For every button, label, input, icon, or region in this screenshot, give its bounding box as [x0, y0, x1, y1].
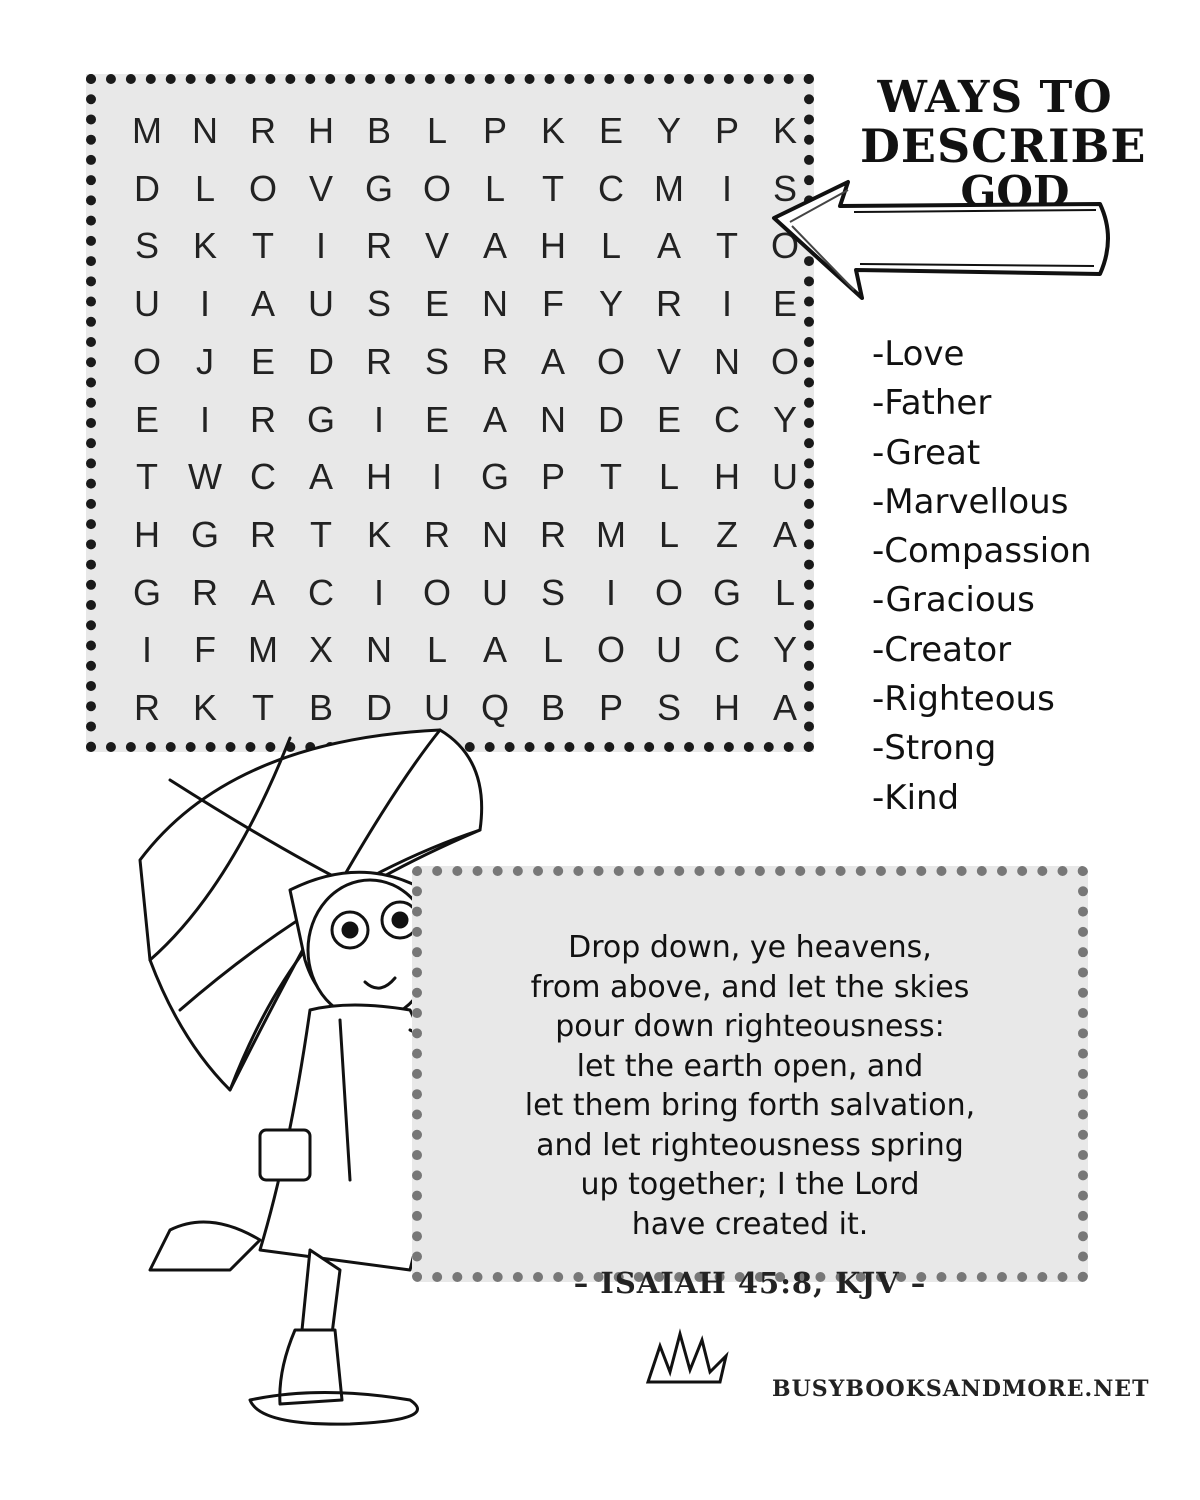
grid-letter[interactable]: E: [250, 340, 275, 382]
grid-letter[interactable]: C: [598, 167, 624, 209]
grid-letter[interactable]: P: [482, 110, 507, 151]
grid-letter[interactable]: L: [426, 629, 448, 671]
title-line-2: DESCRIBE: [860, 119, 1147, 173]
grid-letter[interactable]: B: [540, 687, 565, 728]
grid-letter[interactable]: L: [542, 629, 564, 671]
grid-letter[interactable]: H: [714, 456, 740, 498]
grid-letter[interactable]: B: [308, 687, 333, 728]
grid-letter[interactable]: I: [605, 571, 616, 613]
grid-letter[interactable]: A: [656, 225, 681, 267]
left-arrow-icon: [770, 178, 1122, 304]
grid-letter[interactable]: O: [422, 167, 451, 209]
splash-icon: [640, 1326, 732, 1386]
grid-letter[interactable]: A: [482, 398, 507, 440]
grid-letter[interactable]: G: [480, 456, 509, 498]
grid-letter[interactable]: A: [482, 629, 507, 671]
grid-letter[interactable]: G: [712, 571, 741, 613]
grid-letter[interactable]: V: [424, 225, 449, 267]
grid-letter[interactable]: U: [308, 283, 334, 325]
grid-letter[interactable]: R: [656, 283, 682, 325]
grid-letter[interactable]: I: [721, 283, 732, 325]
grid-letter[interactable]: K: [772, 110, 797, 151]
grid-letter[interactable]: A: [250, 283, 275, 325]
grid-letter[interactable]: I: [199, 283, 210, 325]
grid-letter[interactable]: R: [134, 687, 160, 728]
verse-line: up together; I the Lord: [580, 1167, 920, 1202]
grid-letter[interactable]: T: [716, 225, 738, 267]
grid-letter[interactable]: E: [424, 283, 449, 325]
grid-letter[interactable]: E: [598, 110, 623, 151]
grid-letter[interactable]: O: [770, 340, 799, 382]
grid-letter[interactable]: J: [196, 340, 214, 382]
grid-letter[interactable]: G: [132, 571, 161, 613]
grid-letter[interactable]: O: [596, 629, 625, 671]
grid-letter[interactable]: U: [656, 629, 682, 671]
grid-letter[interactable]: C: [714, 629, 740, 671]
grid-letter[interactable]: M: [132, 110, 162, 151]
grid-letter[interactable]: I: [199, 398, 210, 440]
grid-letter[interactable]: B: [366, 110, 391, 151]
grid-letter[interactable]: N: [482, 513, 508, 555]
word-list-item: -Creator: [872, 629, 1012, 670]
title-line-3: GOD: [960, 167, 1070, 216]
grid-letter[interactable]: I: [141, 629, 152, 671]
grid-letter[interactable]: A: [772, 513, 797, 555]
grid-letter[interactable]: P: [598, 687, 623, 728]
grid-letter[interactable]: T: [600, 456, 622, 498]
grid-letter[interactable]: T: [310, 513, 332, 555]
verse-reference: – ISAIAH 45:8, KJV –: [573, 1266, 927, 1300]
grid-letter[interactable]: E: [424, 398, 449, 440]
verse-line: have created it.: [631, 1206, 869, 1242]
grid-letter[interactable]: F: [194, 629, 216, 671]
grid-letter[interactable]: G: [190, 513, 219, 555]
grid-letter[interactable]: E: [134, 398, 159, 440]
grid-letter[interactable]: H: [540, 225, 566, 267]
grid-letter[interactable]: N: [482, 283, 508, 325]
grid-letter[interactable]: Y: [598, 283, 623, 325]
word-list-item: -Gracious: [872, 580, 1035, 621]
grid-letter[interactable]: X: [308, 629, 333, 671]
grid-letter[interactable]: T: [136, 456, 158, 498]
grid-letter[interactable]: R: [540, 513, 566, 555]
grid-letter[interactable]: O: [770, 225, 799, 267]
grid-letter[interactable]: T: [252, 687, 274, 728]
grid-letter[interactable]: E: [656, 398, 681, 440]
grid-letter[interactable]: S: [656, 687, 681, 728]
grid-letter[interactable]: I: [373, 398, 384, 440]
grid-letter[interactable]: O: [248, 167, 277, 209]
grid-letter[interactable]: E: [772, 283, 797, 325]
grid-letter[interactable]: C: [250, 456, 276, 498]
grid-letter[interactable]: P: [714, 110, 739, 151]
grid-letter[interactable]: R: [250, 110, 276, 151]
word-list-item: -Love: [872, 334, 965, 374]
grid-letter[interactable]: L: [600, 225, 622, 267]
grid-letter[interactable]: K: [366, 513, 391, 555]
grid-letter[interactable]: D: [598, 398, 624, 440]
grid-letter[interactable]: H: [308, 110, 334, 151]
grid-letter[interactable]: M: [654, 167, 684, 209]
grid-letter[interactable]: U: [482, 571, 508, 613]
word-list-item: -Kind: [872, 777, 960, 818]
grid-letter[interactable]: A: [540, 340, 565, 382]
verse-line: let them bring forth salvation,: [524, 1088, 976, 1123]
grid-letter[interactable]: S: [772, 167, 797, 209]
grid-letter[interactable]: K: [540, 110, 565, 151]
grid-letter[interactable]: U: [772, 456, 798, 498]
verse-line: and let righteousness spring: [536, 1127, 964, 1163]
grid-letter[interactable]: G: [306, 398, 335, 440]
title-line-1: WAYS TO: [877, 72, 1113, 123]
grid-letter[interactable]: Z: [716, 513, 738, 555]
grid-letter[interactable]: L: [484, 167, 506, 209]
grid-letter[interactable]: S: [366, 283, 391, 325]
verse-line: pour down righteousness:: [555, 1009, 945, 1044]
grid-letter[interactable]: U: [424, 687, 450, 728]
grid-letter[interactable]: T: [542, 167, 564, 209]
grid-letter[interactable]: R: [482, 340, 508, 382]
grid-letter[interactable]: L: [658, 456, 680, 498]
grid-letter[interactable]: O: [422, 571, 451, 613]
grid-letter[interactable]: L: [658, 513, 680, 555]
grid-letter[interactable]: D: [366, 687, 392, 728]
grid-letter[interactable]: Y: [656, 110, 681, 151]
word-search-panel: [86, 74, 814, 752]
grid-letter[interactable]: O: [654, 571, 683, 613]
site-footer: BUSYBOOKSANDMORE.NET: [772, 1376, 1150, 1402]
grid-letter[interactable]: W: [188, 456, 222, 498]
grid-letter[interactable]: M: [596, 513, 626, 555]
verse-line: from above, and let the skies: [530, 969, 970, 1005]
grid-letter[interactable]: V: [656, 340, 681, 382]
grid-letter[interactable]: I: [721, 167, 732, 209]
grid-letter[interactable]: D: [308, 340, 334, 382]
grid-letter[interactable]: R: [366, 225, 392, 267]
grid-letter[interactable]: A: [308, 456, 333, 498]
word-list-item: -Compassion: [872, 531, 1092, 572]
grid-letter[interactable]: V: [308, 167, 333, 209]
grid-letter[interactable]: S: [540, 571, 565, 613]
grid-letter[interactable]: L: [426, 110, 448, 151]
grid-letter[interactable]: L: [194, 167, 216, 209]
verse-line: Drop down, ye heavens,: [568, 930, 932, 965]
grid-letter[interactable]: S: [134, 225, 159, 267]
grid-letter[interactable]: R: [192, 571, 218, 613]
grid-letter[interactable]: D: [134, 167, 160, 209]
grid-letter[interactable]: H: [714, 687, 740, 728]
grid-letter[interactable]: R: [424, 513, 450, 555]
grid-letter[interactable]: C: [714, 398, 740, 440]
grid-letter[interactable]: N: [192, 110, 218, 151]
grid-letter[interactable]: A: [482, 225, 507, 267]
grid-letter[interactable]: F: [542, 283, 564, 325]
grid-letter[interactable]: Y: [772, 629, 797, 671]
verse-text: [430, 928, 1070, 1244]
grid-letter[interactable]: O: [596, 340, 625, 382]
grid-letter[interactable]: N: [540, 398, 566, 440]
grid-letter[interactable]: R: [250, 398, 276, 440]
grid-letter[interactable]: H: [134, 513, 160, 555]
grid-letter[interactable]: O: [132, 340, 161, 382]
grid-letter[interactable]: U: [134, 283, 160, 325]
verse-line: let the earth open, and: [576, 1048, 924, 1084]
word-list-item: -Great: [872, 432, 981, 473]
grid-letter[interactable]: C: [308, 571, 334, 613]
word-list-item: -Righteous: [872, 679, 1055, 720]
word-list-item: -Father: [872, 383, 992, 424]
grid-letter[interactable]: R: [250, 513, 276, 555]
grid-letter[interactable]: G: [364, 167, 393, 209]
word-list: [872, 330, 1092, 823]
grid-letter[interactable]: A: [772, 687, 797, 728]
grid-letter[interactable]: I: [315, 225, 326, 267]
grid-letter[interactable]: N: [366, 629, 392, 671]
grid-letter[interactable]: A: [250, 571, 275, 613]
grid-letter[interactable]: R: [366, 340, 392, 382]
grid-letter[interactable]: T: [252, 225, 274, 267]
word-list-item: -Strong: [872, 728, 997, 769]
grid-letter[interactable]: Q: [480, 687, 509, 728]
word-list-item: -Marvellous: [872, 481, 1069, 522]
grid-letter[interactable]: I: [431, 456, 442, 498]
grid-letter[interactable]: S: [424, 340, 449, 382]
grid-letter[interactable]: L: [774, 571, 796, 613]
grid-letter[interactable]: K: [192, 687, 217, 728]
grid-letter[interactable]: P: [540, 456, 565, 498]
grid-letter[interactable]: N: [714, 340, 740, 382]
grid-letter[interactable]: Y: [772, 398, 797, 440]
grid-letter[interactable]: K: [192, 225, 217, 267]
grid-letter[interactable]: H: [366, 456, 392, 498]
grid-letter[interactable]: I: [373, 571, 384, 613]
grid-letter[interactable]: M: [248, 629, 278, 671]
